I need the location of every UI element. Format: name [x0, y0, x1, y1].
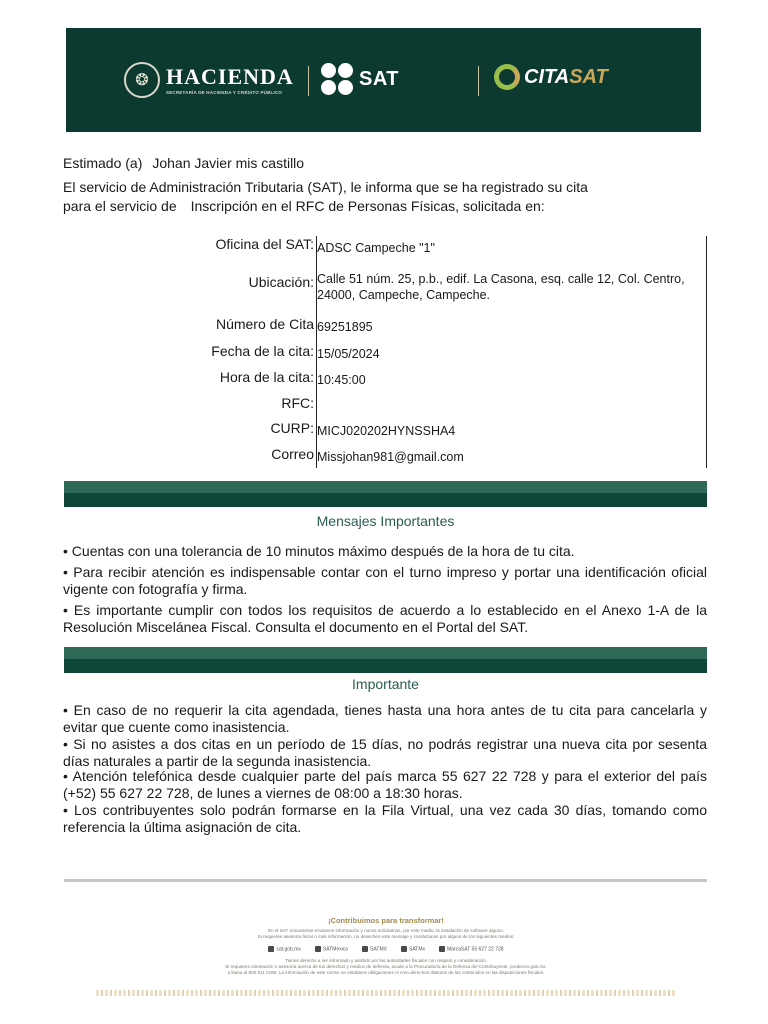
- important-item: • Los contribuyentes solo podrán formarse en la Fila Virtual, una vez cada 30 días, tomando como referencia la última asignación de cita.: [63, 802, 707, 835]
- social-link-web[interactable]: sat.gob.mx: [268, 946, 300, 952]
- footer-line: Tienes derecho a ser informado y asistido por las autoridades fiscales con respeto y consideración.: [285, 958, 487, 964]
- time-value: 10:45:00: [317, 373, 366, 387]
- greeting-name: Johan Javier mis castillo: [152, 155, 305, 171]
- date-value: 15/05/2024: [317, 347, 380, 361]
- footer-title: ¡Contribuimos para transformar!: [328, 916, 444, 925]
- social-link-youtube[interactable]: SATMx: [401, 946, 425, 952]
- office-label: Oficina del SAT:: [215, 236, 314, 252]
- citasat-logo: [494, 64, 608, 90]
- citasat-part1: CITA: [524, 65, 570, 88]
- intro-text: [63, 178, 588, 216]
- location-label: Ubicación:: [248, 274, 314, 290]
- email-label: Correo: [271, 446, 314, 462]
- social-link-twitter[interactable]: SATMX: [362, 946, 387, 952]
- service-name: Inscripción en el RFC de Personas Físicas, solicitada en:: [190, 198, 545, 214]
- sat-logo: [321, 63, 399, 95]
- hacienda-logo: [124, 62, 294, 98]
- header-divider: [478, 66, 479, 96]
- twitter-icon: [362, 946, 368, 952]
- sat-label: SAT: [359, 67, 400, 90]
- footer-divider: [64, 879, 707, 882]
- globe-icon: [268, 946, 274, 952]
- email-value: Missjohan981@gmail.com: [317, 450, 464, 464]
- social-links: [96, 946, 676, 952]
- date-label: Fecha de la cita:: [211, 343, 314, 359]
- phone-icon: [439, 946, 445, 952]
- curp-label: CURP:: [270, 420, 314, 436]
- curp-value: MICJ020202HYNSSHA4: [317, 424, 456, 438]
- message-item: • Es importante cumplir con todos los requisitos de acuerdo a lo establecido en el Anexo 1-A de la Resolución Miscelánea Fiscal. Consulta el documento en el Portal del SAT.: [63, 602, 707, 635]
- messages-title: Mensajes Importantes: [316, 513, 455, 529]
- location-value: Calle 51 núm. 25, p.b., edif. La Casona, esq. calle 12, Col. Centro, 24000, Campeche, Campeche.: [317, 272, 685, 302]
- intro-line1: El servicio de Administración Tributaria (SAT), le informa que se ha registrado su cita: [63, 179, 588, 195]
- details-border: [706, 236, 707, 468]
- greeting-prefix: Estimado (a): [63, 155, 143, 171]
- footer-line: Si requieres asesoría fiscal o más información, no deseches este mensaje y contáctanos por alguno de los siguientes medios:: [257, 934, 515, 939]
- number-value: 69251895: [317, 320, 373, 334]
- eagle-seal-icon: ❂: [124, 62, 160, 98]
- office-value: ADSC Campeche "1": [317, 241, 435, 255]
- greeting: [63, 155, 304, 171]
- footer-line: Si requieres orientación o asesoría acerca de tus derechos y medios de defensa, acude a la Procuraduría de la Defensa del Contribuyente, prodecon.gob.mx,: [225, 964, 547, 970]
- header-banner: [66, 28, 701, 132]
- important-item: • Si no asistes a dos citas en un período de 15 días, no podrás registrar una nueva cita por sesenta días naturales a partir de la segunda inasistencia.: [63, 736, 707, 769]
- hacienda-subtitle: SECRETARÍA DE HACIENDA Y CRÉDITO PÚBLICO: [166, 89, 283, 95]
- section-bar: [64, 481, 707, 507]
- message-item: • Para recibir atención es indispensable contar con el turno impreso y portar una identificación oficial vigente con fotografía y firma.: [63, 564, 707, 597]
- section-bar: [64, 647, 707, 673]
- facebook-icon: [315, 946, 321, 952]
- rfc-label: RFC:: [281, 395, 314, 411]
- hacienda-name: HACIENDA: [166, 63, 294, 89]
- header-divider: [308, 66, 309, 96]
- important-title: Importante: [352, 676, 419, 692]
- important-item: • En caso de no requerir la cita agendada, tienes hasta una hora antes de tu cita para cancelarla y evitar que cuente como inasistencia.: [63, 702, 707, 735]
- footer-decoration: [96, 990, 676, 996]
- time-label: Hora de la cita:: [219, 369, 314, 385]
- message-item: • Cuentas con una tolerancia de 10 minutos máximo después de la hora de tu cita.: [63, 543, 575, 559]
- footer: [96, 916, 676, 976]
- youtube-icon: [401, 946, 407, 952]
- social-link-facebook[interactable]: SATMexico: [315, 946, 348, 952]
- citasat-icon: [494, 64, 520, 90]
- number-label: Número de Cita: [215, 316, 314, 332]
- footer-line: En el SAT únicamente enviamos información y nunca solicitamos, por este medio, la instalación de software alguno.: [267, 928, 505, 933]
- sat-dots-icon: [321, 63, 353, 95]
- footer-line: o llama al 800 611 0190. La información de este correo no establece obligaciones ni crea derechos distintos de los contenidos en las disposiciones fiscales.: [227, 970, 545, 976]
- social-link-phone[interactable]: MarcaSAT 55 627 22 728: [439, 946, 504, 952]
- important-item: • Atención telefónica desde cualquier parte del país marca 55 627 22 728 y para el exterior del país (+52) 55 627 22 728, de lunes a viernes de 08:00 a 18:30 horas.: [63, 768, 707, 801]
- intro-line2-prefix: para el servicio de: [63, 198, 177, 214]
- citasat-part2: SAT: [569, 65, 608, 88]
